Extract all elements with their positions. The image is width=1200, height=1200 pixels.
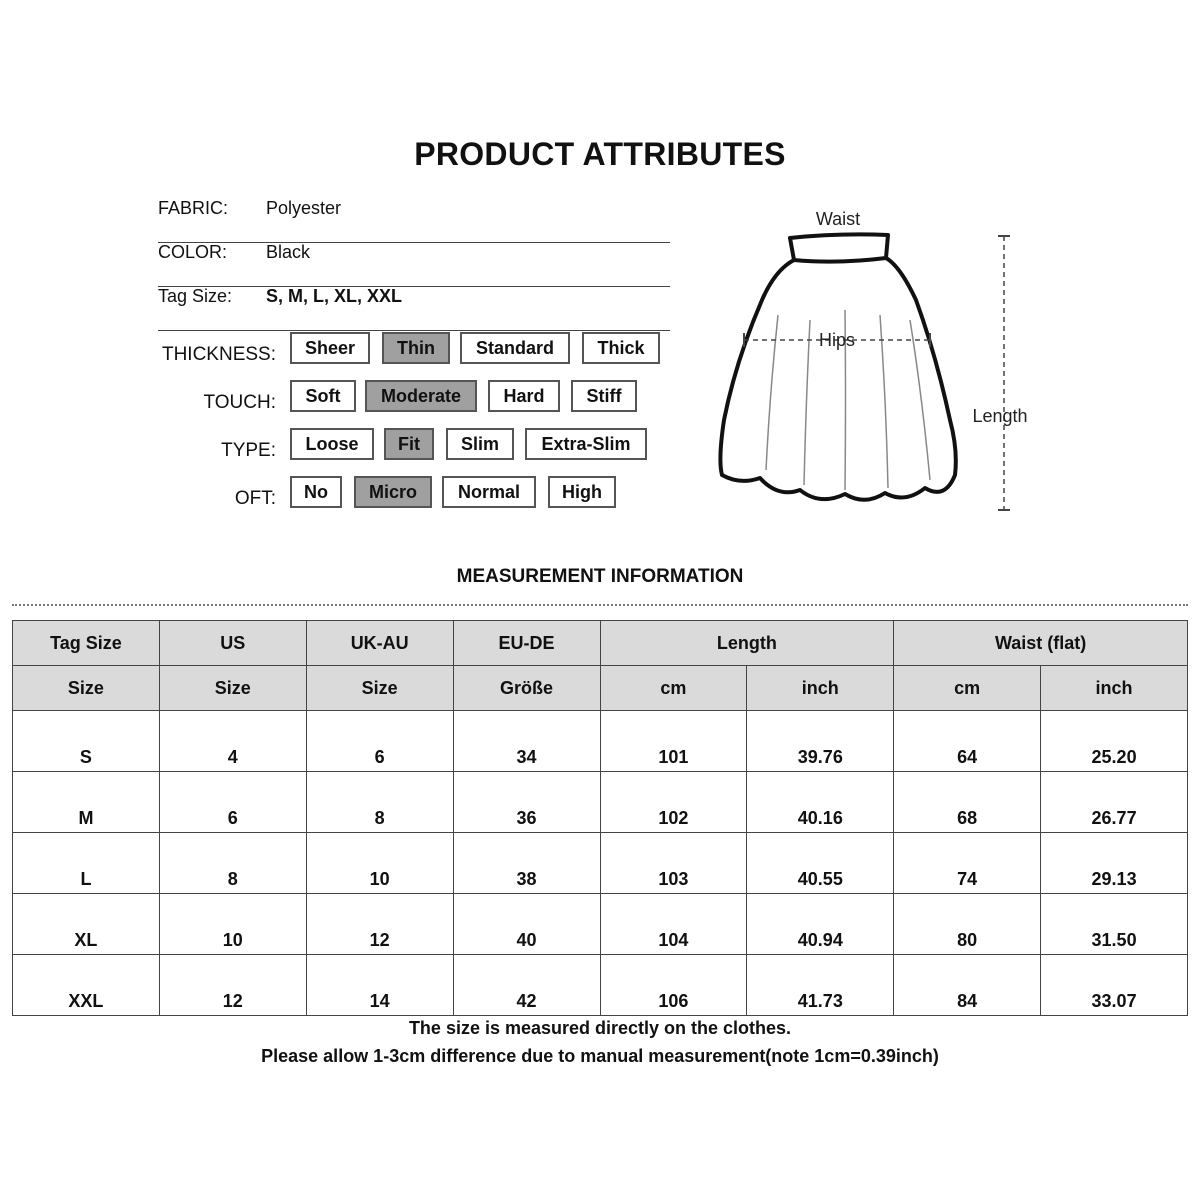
table-cell: 8 <box>159 833 306 894</box>
header-cell: Length <box>600 621 894 666</box>
subheader-cell: inch <box>1041 666 1188 711</box>
attr-key: FABRIC: <box>158 198 229 218</box>
header-cell: UK-AU <box>306 621 453 666</box>
option-type-extra-slim[interactable]: Extra-Slim <box>525 428 647 460</box>
option-oft-high[interactable]: High <box>548 476 616 508</box>
attr-key: COLOR: <box>158 242 228 262</box>
option-type-loose[interactable]: Loose <box>290 428 374 460</box>
fold-line <box>804 320 810 485</box>
option-touch-hard[interactable]: Hard <box>488 380 560 412</box>
subheader-cell: cm <box>894 666 1041 711</box>
header-cell: Tag Size <box>13 621 160 666</box>
table-cell: 12 <box>306 894 453 955</box>
skirt-body-shape <box>720 258 955 500</box>
table-cell: 39.76 <box>747 711 894 772</box>
option-thickness-thin[interactable]: Thin <box>382 332 450 364</box>
table-cell: XXL <box>13 955 160 1016</box>
option-thickness-thick[interactable]: Thick <box>582 332 660 364</box>
table-cell: 104 <box>600 894 747 955</box>
table-cell: 6 <box>159 772 306 833</box>
attr-value: Polyester <box>266 198 342 218</box>
option-label: OFT: <box>234 488 276 509</box>
table-cell: 8 <box>306 772 453 833</box>
note-line-2: Please allow 1-3cm difference due to manual measurement(note 1cm=0.39inch) <box>261 1046 939 1066</box>
table-cell: 80 <box>894 894 1041 955</box>
table-cell: 10 <box>159 894 306 955</box>
subheader-cell: inch <box>747 666 894 711</box>
option-type-fit[interactable]: Fit <box>384 428 434 460</box>
table-cell: 6 <box>306 711 453 772</box>
table-cell: 84 <box>894 955 1041 1016</box>
table-cell: XL <box>13 894 160 955</box>
option-label: THICKNESS: <box>161 344 276 365</box>
option-thickness-standard[interactable]: Standard <box>460 332 570 364</box>
option-type-slim[interactable]: Slim <box>446 428 514 460</box>
table-cell: 26.77 <box>1041 772 1188 833</box>
table-cell: 74 <box>894 833 1041 894</box>
length-label: Length <box>972 406 1028 426</box>
table-cell: 40.94 <box>747 894 894 955</box>
table-cell: 33.07 <box>1041 955 1188 1016</box>
table-cell: 31.50 <box>1041 894 1188 955</box>
option-touch-soft[interactable]: Soft <box>290 380 356 412</box>
option-touch-moderate[interactable]: Moderate <box>365 380 477 412</box>
table-cell: 10 <box>306 833 453 894</box>
waist-label: Waist <box>815 209 861 229</box>
waistband-shape <box>790 234 888 261</box>
fold-line <box>880 315 888 488</box>
table-cell: 25.20 <box>1041 711 1188 772</box>
attr-key: Tag Size: <box>158 286 233 306</box>
table-row <box>13 955 1188 1016</box>
header-cell: Waist (flat) <box>894 621 1188 666</box>
subheader-cell: Size <box>13 666 160 711</box>
subheader-cell: Größe <box>453 666 600 711</box>
option-oft-micro[interactable]: Micro <box>354 476 432 508</box>
table-row <box>13 833 1188 894</box>
table-cell: S <box>13 711 160 772</box>
table-cell: 103 <box>600 833 747 894</box>
table-cell: 14 <box>306 955 453 1016</box>
option-touch-stiff[interactable]: Stiff <box>571 380 637 412</box>
attr-row-color <box>158 242 670 287</box>
fold-line <box>766 315 778 470</box>
size-table <box>12 620 1188 1016</box>
skirt-diagram <box>700 200 1060 530</box>
attr-row-fabric <box>158 198 670 243</box>
table-cell: 12 <box>159 955 306 1016</box>
table-cell: 36 <box>453 772 600 833</box>
fold-line <box>910 320 930 480</box>
dotted-divider <box>12 604 1188 606</box>
table-cell: 68 <box>894 772 1041 833</box>
table-row <box>13 772 1188 833</box>
table-cell: 40.16 <box>747 772 894 833</box>
option-oft-normal[interactable]: Normal <box>442 476 536 508</box>
attr-row-tag-size <box>158 286 670 331</box>
table-cell: 40 <box>453 894 600 955</box>
table-cell: 64 <box>894 711 1041 772</box>
header-cell: US <box>159 621 306 666</box>
table-row <box>13 711 1188 772</box>
attr-value: S, M, L, XL, XXL <box>266 286 403 306</box>
table-cell: 38 <box>453 833 600 894</box>
table-cell: 41.73 <box>747 955 894 1016</box>
table-cell: 34 <box>453 711 600 772</box>
table-header-row <box>13 621 1188 666</box>
table-cell: 40.55 <box>747 833 894 894</box>
table-cell: 42 <box>453 955 600 1016</box>
table-cell: 101 <box>600 711 747 772</box>
page-title: PRODUCT ATTRIBUTES <box>414 136 786 172</box>
option-label: TYPE: <box>221 440 276 461</box>
table-cell: L <box>13 833 160 894</box>
note-line-1: The size is measured directly on the clothes. <box>408 1018 792 1038</box>
table-subheader-row <box>13 666 1188 711</box>
table-cell: 4 <box>159 711 306 772</box>
subheader-cell: Size <box>159 666 306 711</box>
measurement-title: MEASUREMENT INFORMATION <box>456 566 744 587</box>
attr-value: Black <box>266 242 311 262</box>
table-row <box>13 894 1188 955</box>
option-thickness-sheer[interactable]: Sheer <box>290 332 370 364</box>
subheader-cell: Size <box>306 666 453 711</box>
option-oft-no[interactable]: No <box>290 476 342 508</box>
hips-label: Hips <box>818 330 856 350</box>
table-cell: 29.13 <box>1041 833 1188 894</box>
header-cell: EU-DE <box>453 621 600 666</box>
table-cell: 106 <box>600 955 747 1016</box>
subheader-cell: cm <box>600 666 747 711</box>
table-cell: M <box>13 772 160 833</box>
table-cell: 102 <box>600 772 747 833</box>
option-label: TOUCH: <box>203 392 276 413</box>
